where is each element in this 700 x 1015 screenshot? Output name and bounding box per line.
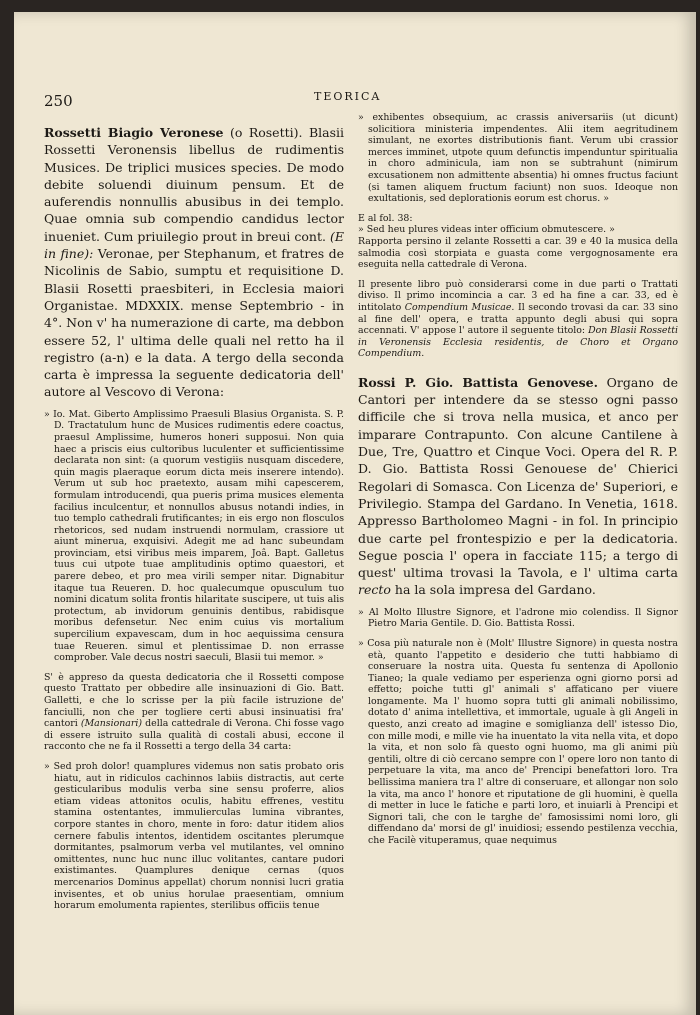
dedication-note (44, 672, 344, 753)
rossi-dedication: » Al Molto Illustre Signore, et l'adrone mio colendiss. Il Signor Pietro Maria Gentile. D. Gio. Battista Rossi. (358, 606, 678, 630)
dedication-quote: » Io. Mat. Giberto Amplissimo Praesuli Blasius Organista. S. P. D. Tractatulum hunc de Musices rudimentis edere coactus, praesul Amplissime, humeros honeri supposui. Non quia haec a priscis eius cultoribus luculenter et sufficientissime declarata non sint: (a quorum vestigiis nusquam discedere, quin magis plaeraque eorum dicta meis inserere intendo). Verum ut sub hoc praetexto, ausam mihi capescerem, formulam introducendi, qua pueris prima musices elementa facilius inculcentur, et nonnullos abusus notandi indies, in tuo templo cathedrali frutificantes; in eis ergo non flosculos rhetoricos, sed nudam instruendi normulam, crassiore ut aiunt minerua, exquisivi. Adegit me ad hanc subeundam provinciam, etsi viribus meis imparem, Joâ. Bapt. Galletus tuus cui utpote tuae amplitudinis optimo quaestori, et parere debeo, et pro mea virili semper nitar. Dignabitur itaque tua Reueren. D. hoc qualecumque opusculum tuo nomini dicatum solita frontis hilaritate suscipere, ut tuis alis protectum, ab invidorum genuinis dentibus, rabidisque moribus defensetur. Nec enim cuius vis mortalium supercilium expavescam, dum in hoc aequissima censura tuae Reueren. simul et plentissimae D. non errasse comprober. Vale decus nostri saeculi, Blasii tui memor. » (44, 408, 344, 664)
presente-note (358, 279, 678, 360)
fol-38-label: E al fol. 38: (358, 212, 413, 224)
fol-38-quote: » Sed heu plures videas inter officium obmutescere. » (358, 224, 615, 236)
rossetti-heading: Rossetti Biagio Veronese (44, 125, 224, 140)
book-page (14, 12, 696, 1015)
rossetti-entry (44, 124, 344, 401)
presente-text-2: Il secondo trovasi da car. 33 sino al fine dell' opera, e tratta appunto degli abusi qui sopra accennati. V' appose l' autore il seguente titolo: (358, 301, 678, 337)
left-column (44, 124, 344, 912)
rossetti-text-2: Veronae, per Stephanum, et fratres de Nicolinis de Sabio, sumptu et requisitione D. Blasii Rosetti praesbiteri, in Ecclesia maiori Organistae. MDXXIX. mense Septembrio - in 4°. Non v' ha numerazione di carte, ma debbon essere 52, l' ultima delle quali nel retto ha il registro (a-n) e la data. A tergo della seconda carta è impressa la seguente dedicatoria dell' autore al Vescovo di Verona: (44, 246, 344, 400)
rossi-text-2: ha la sola impresa del Gardano. (390, 582, 596, 598)
page-number: 250 (44, 92, 73, 110)
note-text-2: della cattedrale di Verona. Chi fosse vago di essere istruito sulla qualità di costali abusi, eccone il racconto che ne fa il Rossetti a tergo della 34 carta: (44, 718, 344, 753)
rapporta-note: Rapporta persino il zelante Rossetti a car. 39 e 40 la musica della salmodia così storpiata e guasta come vergognosamente era eseguita nella cattedrale di Verona. (358, 235, 678, 271)
note-mansionari: (Mansionari) (80, 718, 143, 730)
note-text: S' è appreso da questa dedicatoria che il Rossetti compose questo Trattato per obbedire alle insinuazioni di Gio. Batt. Galletti, e che lo scrisse per la più facile istruzione de' fanciulli, non che per togliere certi abusi insinuatisi fra' cantori (44, 671, 344, 730)
right-column (358, 112, 678, 847)
rossi-entry (358, 374, 678, 599)
rossi-quote: » Cosa più naturale non è (Molt' Illustre Signore) in questa nostra età, quanto l'appetito e desiderio che tutti habbiamo di conseruare la nostra uita. Questa fu sentenza di Apollonio Tianeo; la quale vediamo per esperienza ogni giorno porsi ad effetto; poiche tutti gl' animali s' affaticano per viuere longamente. Ma l' huomo sopra tutti gli animali nobilissimo, dotato d' anima intellettiva, et immortale, uguale à gli Angeli in questo, anzi creato ad imagine e somiglianza dell' istesso Dio, con mille modi, e mille vie ha inuentato la vita nella vita, et dopo la vita, et non solo fà questo ogni huomo, ma gli animi più gentili, oltre di ciò cercano sempre con l' opere loro non tanto di perpetuare la vita, ma anco de' Prencipi benefattori loro. Tra bellissima maniera tra l' altre di conseruare, et allongar non solo la vita, ma anco l' honore et riputatione de gli huomini, è quella di metter in luce le fatiche e parti loro, et inuiarli à Prencipi et Signori tali, che con le targhe de' famosissimi nomi loro, gli diffendano da' morsi de gl' inuidiosi; essendo pestilenza vecchia, che Facilè vituperamus, quae nequimus (358, 637, 678, 847)
don-blasii-title: Don Blasii Rossetti in Veronensis Ecclesia residentis, de Choro et Organo Compendium. (358, 325, 678, 360)
running-title: TEORICA (314, 90, 382, 103)
abuses-quote: » Sed proh dolor! quamplures videmus non satis probato oris hiatu, aut in ridiculos cachinnos labiis distractis, aut certe gesticularibus modulis verba sine sensu proferre, alios etiam videas attonitos oculis, habitu effrenes, vestitu stamina ostentantes, immulierculas lumina vibrantes, corpore stantes in choro, mente in foro: datur itidem alios cernere fabulis intentos, identidem oscitantes plerumque dormitantes, psalmorum verba vel mutilantes, vel omnino omittentes, nunc huc nunc illuc volitantes, cantare pudori existimantes. Quamplures denique cernas (quos mercenarios Dominus appellat) chorum nonnisi lucri gratia invisentes, et ob unius horulae praesentiam, omnium horarum emolumenta rapientes, sterilibus officiis tenue (44, 760, 344, 912)
presente-text: Il presente libro può considerarsi come in due parti o Trattati diviso. Il primo incomincia a car. 3 ed ha fine a car. 33, ed è intitolato (358, 278, 678, 313)
rossi-text: Organo de Cantori per intendere da se stesso ogni passo difficile che si trova nella musica, et anco per imparare Contrapunto. Con alcune Cantilene à Due, Tre, Quattro et Cinque Voci. Opera del R. P. D. Gio. Battista Rossi Genouese de' Chierici Regolari di Somasca. Con Licenza de' Superiori, e Privilegio. Stampa del Gardano. In Venetia, 1618. Appresso Bartholomeo Magni - in fol. In principio due carte pel frontespizio e per la dedicatoria. Segue poscia l' opera in facciate 115; a tergo di quest' ultima trovasi la Tavola, e l' ultima carta (358, 374, 678, 581)
rossetti-text: (o Rosetti). Blasii Rossetti Veronensis libellus de rudimentis Musices. De triplici musices species. De modo debite soluendi diuinum pensum. Et de auferendis nonnullis abusibus in dei templo. Quae omnia sub compendio candidus lector inueniet. Cum priuilegio prout in breui cont. (44, 125, 345, 244)
rossetti-infine: (E in fine): (44, 228, 344, 262)
compendium-title: Compendium Musicae. (404, 301, 515, 313)
rossi-heading: Rossi P. Gio. Battista Genovese. (358, 374, 598, 390)
quote-continued: » exhibentes obsequium, ac crassis aniversariis (ut dicunt) solicitiora ministeria impendentes. Alii item aegritudinem simulant, ne exortes distributionis fiant. Verum ubi crassior merces imminet, utpote quum defunctis impenduntur spiritualia in choro adminicula, iam non se subtrahunt (nimirum excusationem non admittente absentia) hi omnes fructus faciunt (si tamen aliquem fructum faciunt) non suos. Ideoque non exultationis, sed deplorationis eorum est chorus. » (358, 112, 678, 205)
rossi-recto: recto (358, 582, 391, 598)
